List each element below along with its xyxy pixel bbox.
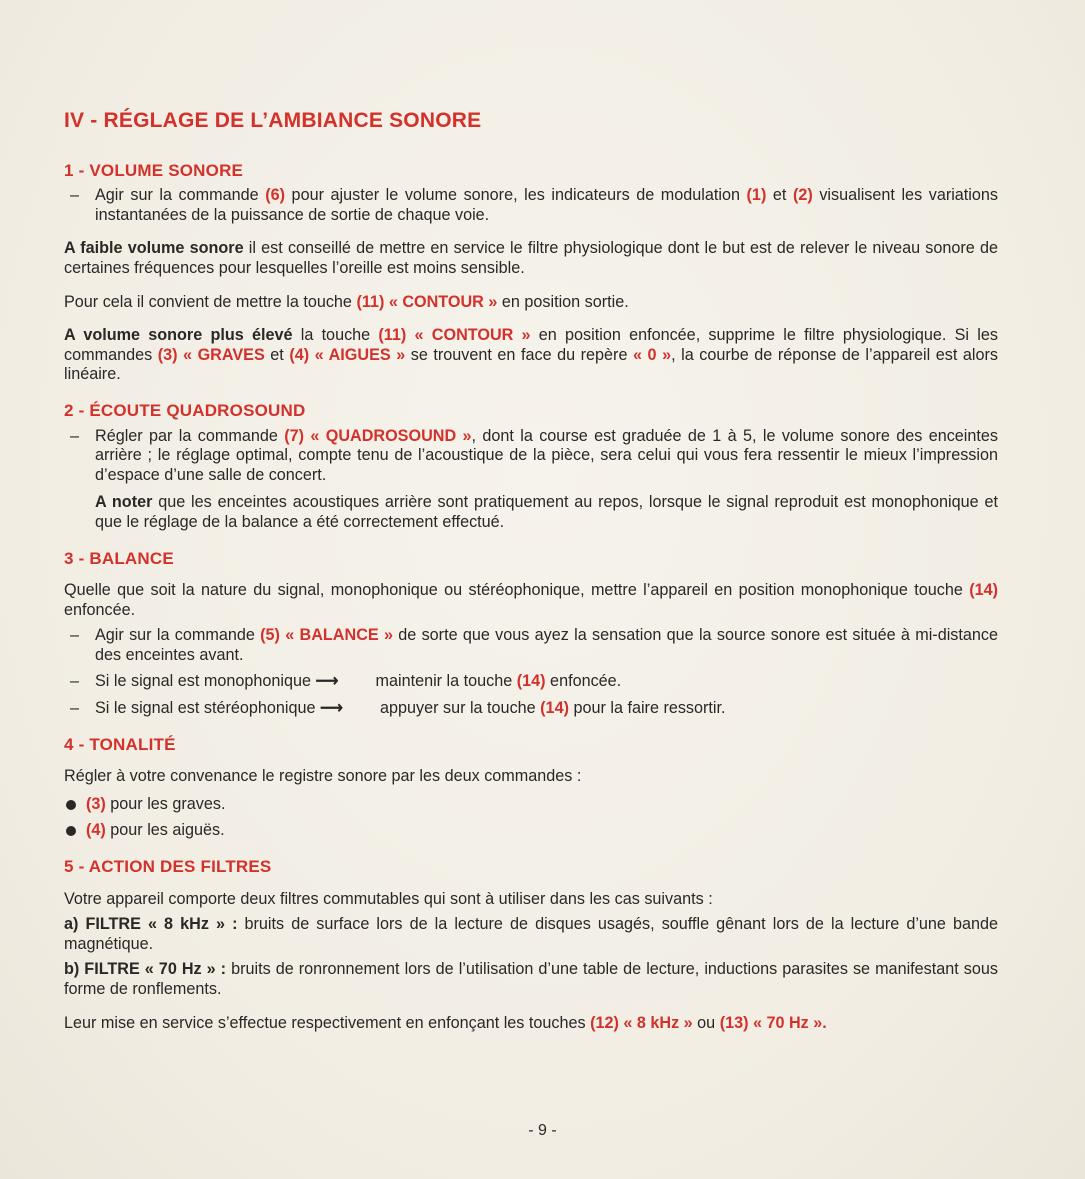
bullet-icon (66, 800, 76, 810)
bullet-item: (4) pour les aiguës. (64, 821, 998, 841)
page-number: - 9 - (528, 1122, 557, 1139)
dash-item: – Si le signal est monophonique ⟶ maintenir la touche (14) enfoncée. (64, 672, 998, 692)
paragraph: Pour cela il convient de mettre la touche (11) « CONTOUR » en position sortie. (64, 292, 629, 311)
bullet-item: (3) pour les graves. (64, 795, 998, 815)
paragraph: Quelle que soit la nature du signal, monophonique ou stéréophonique, mettre l’appareil en position monophonique touche (14) enfoncée. (64, 581, 998, 619)
arrow-right-icon: ⟶ (319, 699, 344, 718)
dash-item: – Si le signal est stéréophonique ⟶ appuyer sur la touche (14) pour la faire ressortir. (64, 699, 998, 719)
dash-item: – Régler par la commande (7) « QUADROSOUND », dont la course est graduée de 1 à 5, le volume sonore des enceintes arrière ; le réglage optimal, compte tenu de l’acoustique de la pièce, sera celui qui vous fera ressentir le mieux l’impression d’espace d’une salle de concert. (64, 427, 998, 486)
dash-item: – Agir sur la commande (6) pour ajuster le volume sonore, les indicateurs de modulation (1) et (2) visualisent les variations instantanées de la puissance de sortie de chaque voie. (64, 186, 998, 225)
section-action-des-filtres (64, 857, 998, 1033)
bullet-icon (66, 826, 76, 836)
section-heading: 5 - ACTION DES FILTRES (64, 857, 272, 877)
section-tonalite (64, 735, 998, 841)
paragraph: Leur mise en service s’effectue respectivement en enfonçant les touches (12) « 8 kHz » ou (13) « 70 Hz ». (64, 1013, 827, 1032)
filter-item: a) FILTRE « 8 kHz » : bruits de surface lors de la lecture de disques usagés, souffle gênant lors de la lecture d’une bande magnétique. (64, 915, 999, 953)
paragraph: Votre appareil comporte deux filtres commutables qui sont à utiliser dans les cas suivants : (64, 889, 713, 908)
note-paragraph: A noter que les enceintes acoustiques arrière sont pratiquement au repos, lorsque le signal reproduit est monophonique et que le réglage de la balance a été correctement effectué. (95, 493, 998, 531)
section-balance (64, 549, 998, 719)
section-heading: 3 - BALANCE (64, 548, 174, 568)
section-volume-sonore (64, 161, 998, 385)
section-heading: 2 - ÉCOUTE QUADROSOUND (64, 400, 306, 420)
paragraph: Régler à votre convenance le registre sonore par les deux commandes : (64, 767, 582, 786)
paragraph: A volume sonore plus élevé la touche (11) « CONTOUR » en position enfoncée, supprime le filtre physiologique. Si les commandes (3) « GRAVES et (4) « AIGUES » se trouvent en face du repère « 0 », la courbe de réponse de l’appareil est alors linéaire. (64, 326, 998, 384)
document-body (64, 111, 998, 1033)
section-ecoute-quadrosound (64, 401, 998, 533)
paragraph: A faible volume sonore il est conseillé de mettre en service le filtre physiologique dont le but est de relever le niveau sonore de certaines fréquences pour lesquelles l’oreille est moins sensible. (64, 239, 998, 277)
dash-item: – Agir sur la commande (5) « BALANCE » de sorte que vous ayez la sensation que la source sonore est située à mi-distance des enceintes avant. (64, 626, 998, 665)
arrow-right-icon: ⟶ (315, 672, 339, 691)
section-heading: 4 - TONALITÉ (64, 734, 176, 754)
page-title: IV - RÉGLAGE DE L’AMBIANCE SONORE (64, 109, 482, 132)
filter-item: b) FILTRE « 70 Hz » : bruits de ronronnement lors de l’utilisation d’une table de lecture, inductions parasites se manifestant sous forme de ronflements. (64, 960, 998, 998)
section-heading: 1 - VOLUME SONORE (64, 160, 244, 180)
